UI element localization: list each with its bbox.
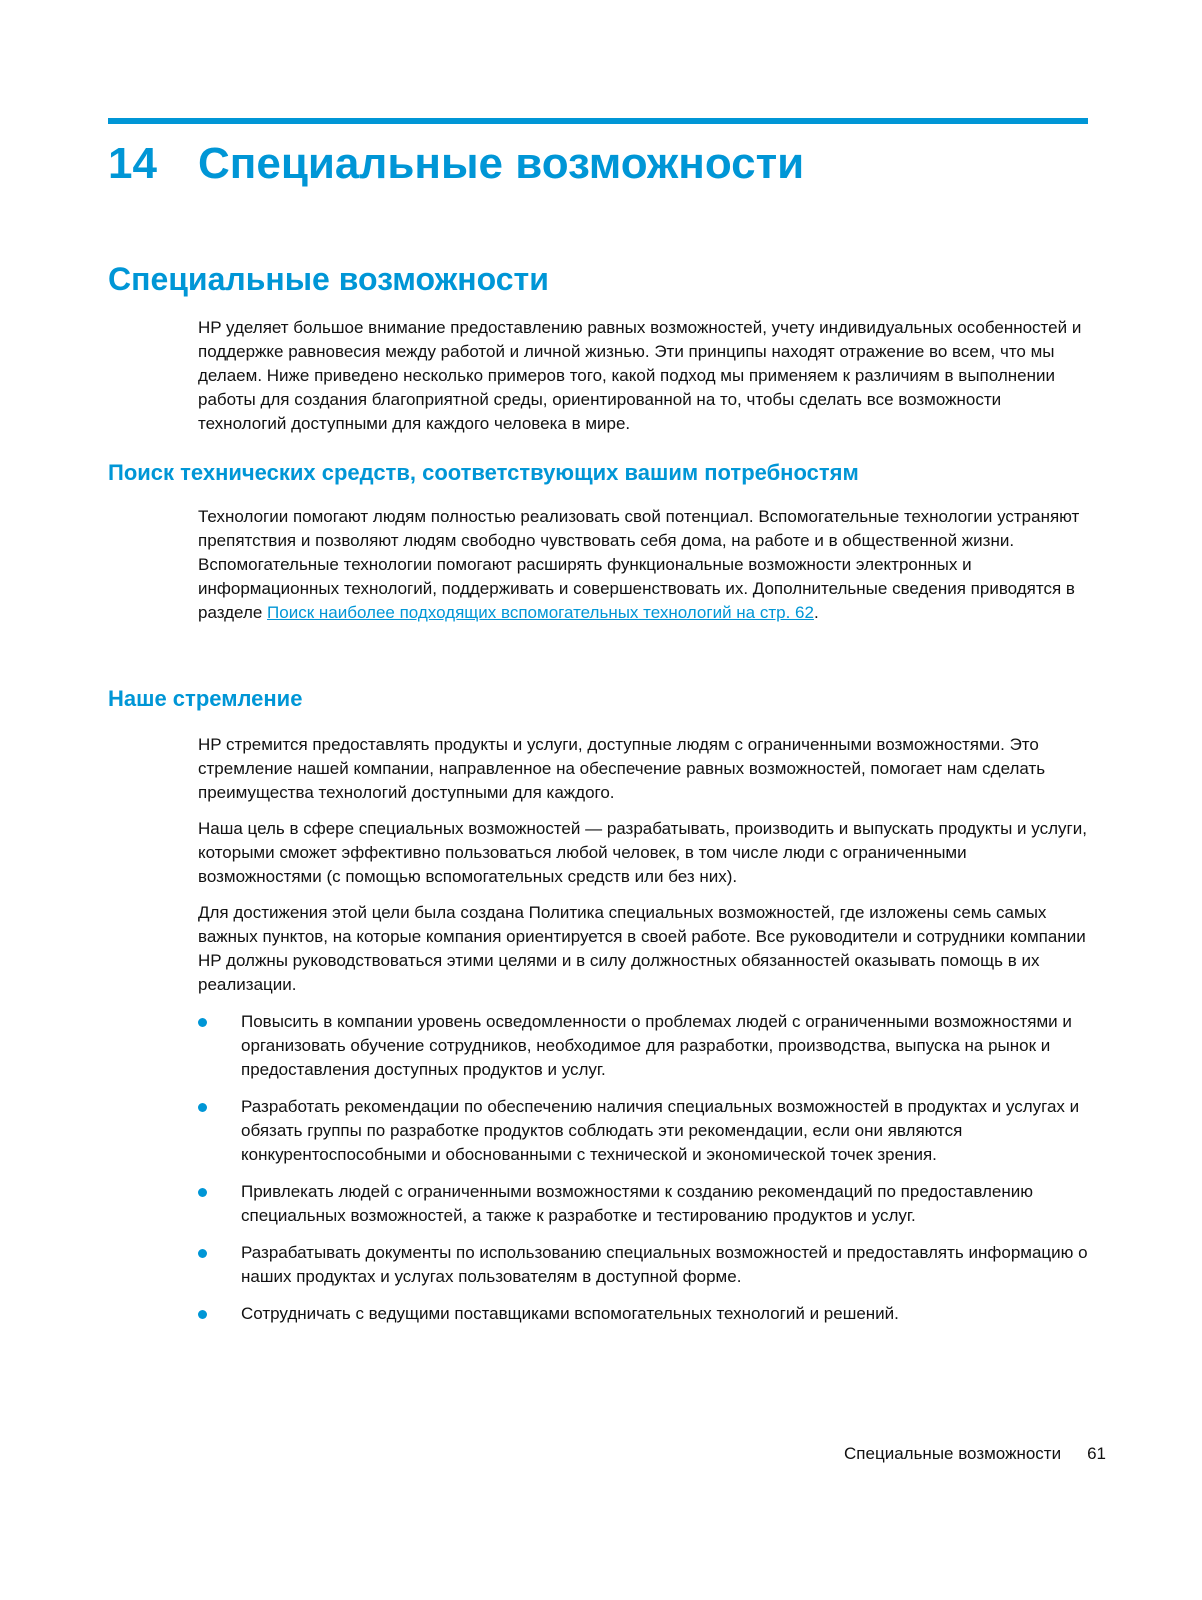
list-item xyxy=(198,1095,1094,1167)
list-item xyxy=(198,1302,1094,1326)
subsection-title-find-technology: Поиск технических средств, соответствующих вашим потребностям xyxy=(108,460,859,485)
chapter-heading xyxy=(108,136,804,192)
footer-section: Специальные возможности xyxy=(844,1444,1062,1463)
chapter-number: 14 xyxy=(108,139,157,188)
bullet-icon xyxy=(198,1018,207,1027)
chapter-rule xyxy=(108,118,1088,124)
find-technology-period: . xyxy=(813,603,819,622)
find-technology-paragraph xyxy=(198,505,1094,625)
list-item-text: Привлекать людей с ограниченными возможностями к созданию рекомендаций по предоставлению специальных возможностей, а также к разработке и тестированию продуктов и услуг. xyxy=(241,1182,1033,1225)
commitment-paragraph-2: Наша цель в сфере специальных возможностей — разрабатывать, производить и выпускать продукты и услуги, которыми сможет эффективно пользоваться любой человек, в том числе люди с ограниченными возможностями (с помощью вспомогательных средств или без них). xyxy=(198,819,1087,886)
list-item xyxy=(198,1010,1094,1082)
bullet-icon xyxy=(198,1103,207,1112)
bullet-icon xyxy=(198,1249,207,1258)
list-item-text: Разработать рекомендации по обеспечению наличия специальных возможностей в продуктах и услугах и обязать группы по разработке продуктов соблюдать эти рекомендации, если они являются конкурентоспособными и обоснованными с технической и экономической точек зрения. xyxy=(241,1097,1080,1164)
assistive-technology-link[interactable]: Поиск наиболее подходящих вспомогательных технологий на стр. 62 xyxy=(267,603,814,622)
chapter-title: Специальные возможности xyxy=(198,139,805,188)
commitment-paragraph-1: HP стремится предоставлять продукты и услуги, доступные людям с ограниченными возможностями. Это стремление нашей компании, направленное на обеспечение равных возможностей, помогает нам сделать преимущества технологий доступными для каждого. xyxy=(198,735,1046,802)
list-item-text: Повысить в компании уровень осведомленности о проблемах людей с ограниченными возможностями и организовать обучение сотрудников, необходимое для разработки, производства, выпуска на рынок и предоставления доступных продуктов и услуг. xyxy=(241,1012,1072,1079)
policy-bullet-list xyxy=(198,1010,1094,1339)
intro-paragraph: HP уделяет большое внимание предоставлению равных возможностей, учету индивидуальных особенностей и поддержке равновесия между работой и личной жизнью. Эти принципы находят отражение во всем, что мы делаем. Ниже приведено несколько примеров того, какой подход мы применяем к различиям в выполнении работы для создания благоприятной среды, ориентированной на то, чтобы сделать все возможности технологий доступными для каждого человека в мире. xyxy=(198,318,1082,433)
list-item xyxy=(198,1241,1094,1289)
bullet-icon xyxy=(198,1188,207,1197)
list-item xyxy=(198,1180,1094,1228)
list-item-text: Разрабатывать документы по использованию специальных возможностей и предоставлять информацию о наших продуктах и услугах пользователям в доступной форме. xyxy=(241,1243,1088,1286)
page-footer xyxy=(700,1442,1106,1466)
bullet-icon xyxy=(198,1310,207,1319)
commitment-paragraph-3: Для достижения этой цели была создана Политика специальных возможностей, где изложены семь самых важных пунктов, на которые компания ориентируется в своей работе. Все руководители и сотрудники компании HP должны руководствоваться этими целями и в силу должностных обязанностей оказывать помощь в их реализации. xyxy=(198,903,1086,994)
list-item-text: Сотрудничать с ведущими поставщиками вспомогательных технологий и решений. xyxy=(241,1304,899,1323)
section-title: Специальные возможности xyxy=(108,261,549,297)
find-technology-text: Технологии помогают людям полностью реализовать свой потенциал. Вспомогательные технологии устраняют препятствия и позволяют людям свободно чувствовать себя дома, на работе и в общественной жизни. Вспомогательные технологии помогают расширять функциональные возможности электронных и информационных технологий, поддерживать и совершенствовать их. Дополнительные сведения приводятся в разделе xyxy=(198,507,1080,622)
page-number: 61 xyxy=(1087,1444,1106,1463)
subsection-title-commitment: Наше стремление xyxy=(108,686,303,711)
